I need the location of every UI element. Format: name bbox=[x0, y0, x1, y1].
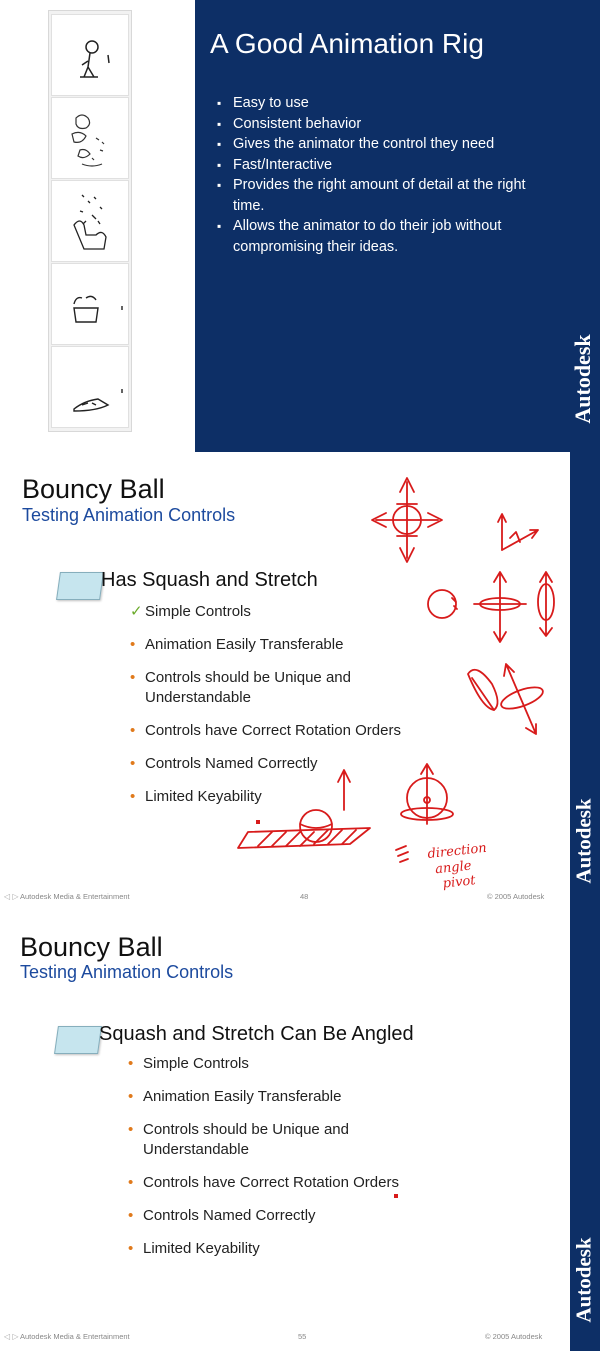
list-item: ▪ Fast/Interactive bbox=[215, 155, 560, 176]
axis-arrows-icon bbox=[498, 514, 538, 550]
flat-sketch-icon bbox=[52, 347, 128, 427]
slide-subtitle: Testing Animation Controls bbox=[20, 962, 234, 982]
sketch-thumbnail[interactable] bbox=[51, 346, 129, 428]
squash-control-icon bbox=[474, 572, 526, 642]
list-item: ▪ Provides the right amount of detail at the right time. bbox=[215, 175, 560, 216]
up-arrow-icon bbox=[338, 770, 350, 810]
section-heading: Has Squash and Stretch bbox=[101, 569, 318, 591]
slide-title: Bouncy Ball bbox=[20, 932, 163, 962]
list-item: • Animation Easily Transferable bbox=[130, 635, 430, 655]
brand-sidebar bbox=[567, 452, 600, 912]
list-item: • Controls should be Unique and Understandable bbox=[130, 668, 430, 708]
list-item: ▪ Gives the animator the control they need bbox=[215, 134, 560, 155]
squash-sketch-icon bbox=[52, 98, 128, 178]
list-item: • Simple Controls bbox=[128, 1054, 428, 1074]
slide-good-animation-rig bbox=[0, 0, 600, 452]
annotation-dot bbox=[394, 1194, 398, 1198]
autodesk-logo: Autodesk bbox=[571, 1237, 596, 1323]
footer-company: Autodesk Media & Entertainment bbox=[20, 892, 130, 901]
list-item: • Controls have Correct Rotation Orders bbox=[128, 1173, 428, 1193]
list-item: • Limited Keyability bbox=[128, 1239, 428, 1259]
slide-bouncy-ball-squash bbox=[0, 452, 600, 912]
nav-arrows-icon[interactable]: ◁ ▷ bbox=[4, 1332, 19, 1341]
list-item: • Controls have Correct Rotation Orders bbox=[130, 721, 430, 741]
handwritten-line-pivot: pivot bbox=[442, 873, 477, 892]
rig-qualities-list bbox=[215, 93, 560, 257]
handwritten-note bbox=[427, 840, 495, 892]
list-item-checked: ✓ Simple Controls bbox=[130, 602, 430, 622]
footer-copyright: © 2005 Autodesk bbox=[485, 1332, 543, 1341]
criteria-list bbox=[128, 1054, 428, 1272]
ball-sketch-icon bbox=[428, 590, 457, 618]
page-number: 48 bbox=[300, 892, 309, 901]
autodesk-logo: Autodesk bbox=[570, 334, 595, 424]
list-item: ▪ Consistent behavior bbox=[215, 114, 560, 135]
handwritten-line-angle: angle bbox=[434, 858, 473, 878]
sketch-thumbnail-strip bbox=[48, 10, 132, 432]
pivot-ball-icon bbox=[401, 764, 453, 824]
landing-sketch-icon bbox=[52, 264, 128, 344]
handwritten-line-direction: direction bbox=[426, 840, 488, 862]
section-heading: Squash and Stretch Can Be Angled bbox=[99, 1023, 414, 1045]
list-item: ▪ Allows the animator to do their job without compromising their ideas. bbox=[215, 216, 560, 257]
slide-title: A Good Animation Rig bbox=[210, 28, 484, 59]
footer-copyright: © 2005 Autodesk bbox=[487, 892, 545, 901]
scribble-mark-icon bbox=[396, 846, 408, 862]
footer-company: Autodesk Media & Entertainment bbox=[20, 1332, 130, 1341]
title-panel bbox=[195, 0, 600, 452]
list-item: ▪ Easy to use bbox=[215, 93, 560, 114]
slide-bouncy-ball-angled bbox=[0, 912, 600, 1351]
autodesk-logo: Autodesk bbox=[571, 798, 596, 884]
move-arrows-icon bbox=[372, 478, 442, 562]
ground-plane-sketch-icon bbox=[238, 810, 370, 848]
nav-arrows-icon[interactable]: ◁ ▷ bbox=[4, 892, 19, 901]
sketch-thumbnail[interactable] bbox=[51, 263, 129, 345]
list-item: • Controls should be Unique and Understandable bbox=[128, 1120, 428, 1160]
red-pen-annotations bbox=[0, 452, 565, 912]
stretch-control-icon bbox=[538, 572, 554, 636]
brand-sidebar bbox=[567, 912, 600, 1351]
slide-subtitle: Testing Animation Controls bbox=[22, 505, 236, 525]
sketch-thumbnail[interactable] bbox=[51, 97, 129, 179]
splash-sketch-icon bbox=[52, 181, 128, 261]
angled-squash-icon bbox=[468, 664, 545, 734]
list-item: • Animation Easily Transferable bbox=[128, 1087, 428, 1107]
list-item: • Controls Named Correctly bbox=[128, 1206, 428, 1226]
stick-figure-sketch-icon bbox=[52, 15, 128, 95]
slide-title: Bouncy Ball bbox=[22, 474, 165, 504]
section-box-icon bbox=[54, 1026, 102, 1054]
list-item: • Controls Named Correctly bbox=[130, 754, 430, 774]
sketch-thumbnail[interactable] bbox=[51, 180, 129, 262]
sketch-thumbnail[interactable] bbox=[51, 14, 129, 96]
list-item: • Limited Keyability bbox=[130, 787, 430, 807]
page-number: 55 bbox=[298, 1332, 307, 1341]
